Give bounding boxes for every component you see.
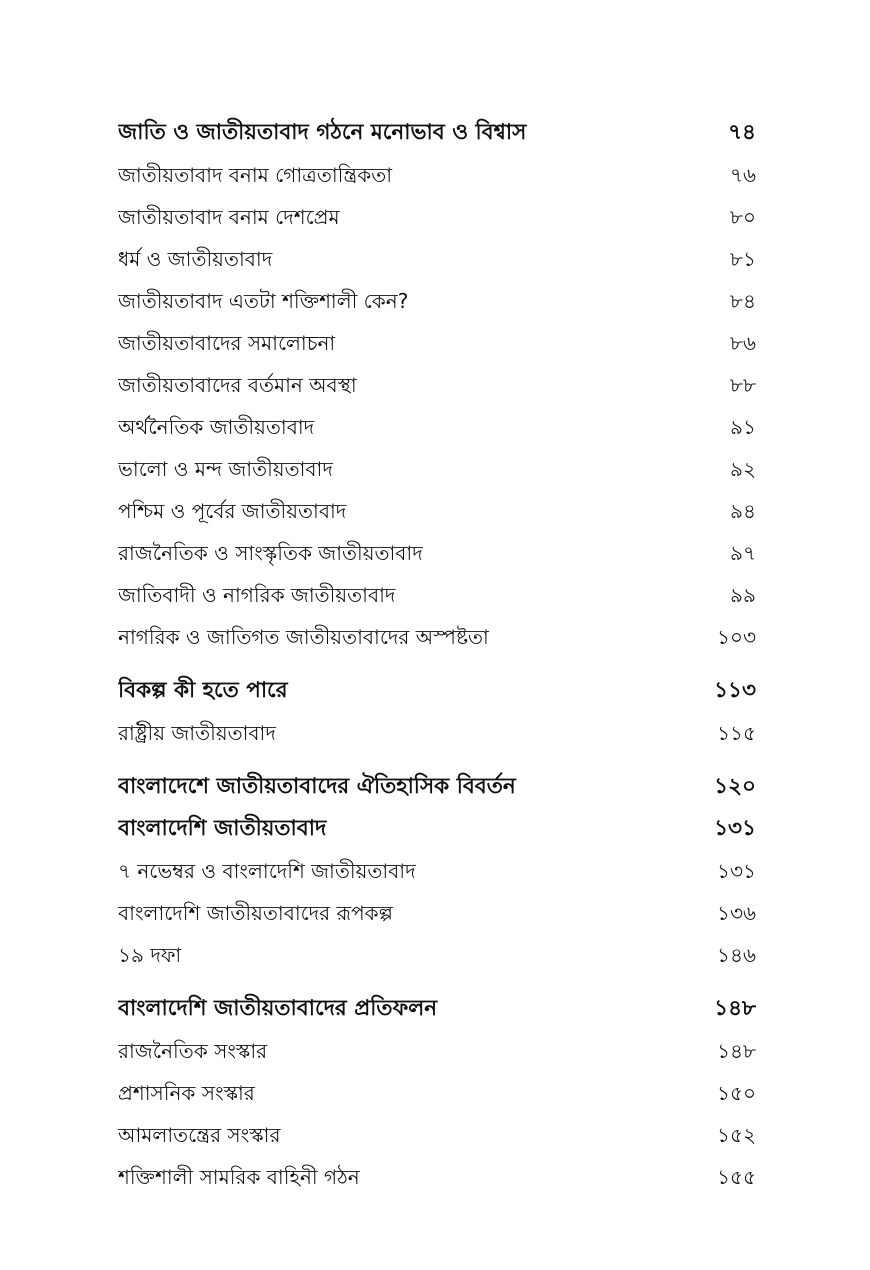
toc-entry-row [118,196,756,238]
toc-heading-row [118,988,756,1030]
toc-entry-page: ৮৮ [730,373,756,397]
toc-entry-row [118,532,756,574]
toc-entry-row [118,448,756,490]
toc-entry-page: ৭৪ [728,120,756,145]
toc-entry-page: ১১৫ [717,721,756,745]
toc-entry-page: ১৩৬ [717,901,756,925]
toc-entry-page: ৭৬ [729,163,756,187]
toc-entry-page: ১৫০ [717,1081,756,1105]
toc-entry-row [118,934,756,976]
toc-heading-row [118,766,756,808]
toc-entry-page: ১৩১ [714,816,756,841]
toc-entry-page: ৮৪ [730,289,756,313]
toc-entry-title: প্রশাসনিক সংস্কার [118,1081,255,1105]
toc-entry-row [118,850,756,892]
toc-entry-row [118,154,756,196]
toc-entry-title: রাজনৈতিক সংস্কার [118,1039,268,1063]
toc-entry-row [118,574,756,616]
toc-entry-page: ১৫২ [717,1123,756,1147]
toc-entry-title: জাতীয়তাবাদের বর্তমান অবস্থা [118,373,357,397]
toc-entry-page: ১২০ [714,774,756,799]
toc-entry-title: বাংলাদেশে জাতীয়তাবাদের ঐতিহাসিক বিবর্তন [118,774,516,799]
toc-entry-page: ৮৬ [730,331,756,355]
toc-entry-page: ১৩১ [717,859,756,883]
toc-entry-page: ১৫৫ [717,1165,756,1189]
toc-entry-page: ৯৭ [730,541,756,565]
toc-entry-title: ভালো ও মন্দ জাতীয়তাবাদ [118,457,333,481]
toc-entry-title: জাতীয়তাবাদ বনাম গোত্রতান্ত্রিকতা [118,163,393,187]
toc-entry-row [118,1030,756,1072]
toc-entry-title: বাংলাদেশি জাতীয়তাবাদের রূপকল্প [118,901,393,925]
toc-entry-title: জাতীয়তাবাদ বনাম দেশপ্রেম [118,205,340,229]
toc-entry-row [118,1072,756,1114]
toc-entry-title: জাতি ও জাতীয়তাবাদ গঠনে মনোভাব ও বিশ্বাস [118,120,527,145]
toc-entry-row [118,490,756,532]
toc-entry-title: ১৯ দফা [118,943,182,967]
toc-entry-title: ধর্ম ও জাতীয়তাবাদ [118,247,273,271]
toc-entry-row [118,616,756,658]
toc-entry-title: জাতিবাদী ও নাগরিক জাতীয়তাবাদ [118,583,396,607]
toc-entry-page: ১৪৬ [717,943,756,967]
toc-entry-page: ১৪৮ [714,996,756,1021]
toc-entry-row [118,712,756,754]
toc-entry-title: রাজনৈতিক ও সাংস্কৃতিক জাতীয়তাবাদ [118,541,423,565]
toc-entry-page: ১৪৮ [717,1039,756,1063]
toc-entry-page: ৯৪ [730,499,756,523]
toc-entry-row [118,280,756,322]
toc-entry-title: জাতীয়তাবাদের সমালোচনা [118,331,336,355]
toc-entry-row [118,322,756,364]
toc-entry-row [118,238,756,280]
toc-entry-title: জাতীয়তাবাদ এতটা শক্তিশালী কেন? [118,289,409,313]
toc-entry-row [118,364,756,406]
toc-entry-title: রাষ্ট্রীয় জাতীয়তাবাদ [118,721,276,745]
toc-entry-page: ৯৯ [730,583,756,607]
toc-entry-page: ৮১ [730,247,756,271]
toc-heading-row [118,670,756,712]
toc-entry-title: অর্থনৈতিক জাতীয়তাবাদ [118,415,315,439]
toc-entry-title: বাংলাদেশি জাতীয়তাবাদ [118,816,327,841]
toc-entry-page: ৯১ [730,415,756,439]
toc-entry-page: ৮০ [730,205,756,229]
toc-entry-title: শক্তিশালী সামরিক বাহিনী গঠন [118,1165,360,1189]
toc-entry-page: ১০৩ [717,625,756,649]
toc-entry-page: ৯২ [730,457,756,481]
toc-heading-row [118,808,756,850]
toc-entry-row [118,892,756,934]
toc-entry-page: ১১৩ [714,678,756,703]
toc-entry-row [118,1114,756,1156]
toc-entry-row [118,406,756,448]
toc-heading-row [118,112,756,154]
toc-entry-title: বিকল্প কী হতে পারে [118,678,288,703]
toc-entry-title: ৭ নভেম্বর ও বাংলাদেশি জাতীয়তাবাদ [118,859,416,883]
toc-entry-row [118,1156,756,1198]
table-of-contents [118,112,756,1198]
toc-entry-title: নাগরিক ও জাতিগত জাতীয়তাবাদের অস্পষ্টতা [118,625,489,649]
toc-entry-title: পশ্চিম ও পূর্বের জাতীয়তাবাদ [118,499,347,523]
toc-entry-title: আমলাতন্ত্রের সংস্কার [118,1123,281,1147]
toc-entry-title: বাংলাদেশি জাতীয়তাবাদের প্রতিফলন [118,996,438,1021]
